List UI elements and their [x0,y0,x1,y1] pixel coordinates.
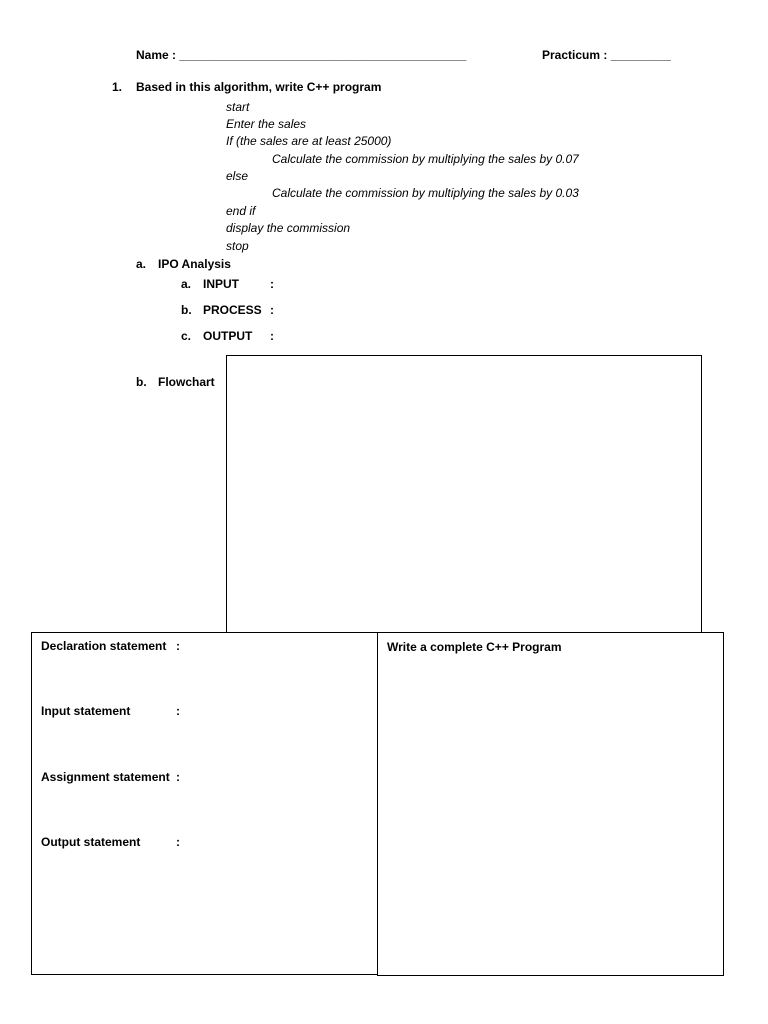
ipo-colon: : [270,277,274,291]
ipo-output-label: OUTPUT [203,329,253,343]
ipo-marker: a. [136,257,147,271]
ipo-item-marker: a. [181,277,192,291]
ipo-item-marker: c. [181,329,192,343]
ipo-item-marker: b. [181,303,192,317]
ipo-title: IPO Analysis [158,257,231,271]
flowchart-marker: b. [136,375,147,389]
declaration-statement-label: Declaration statement [41,639,167,653]
ipo-process-label: PROCESS [203,303,262,317]
question-number: 1. [112,80,123,94]
statement-colon: : [176,704,180,718]
algorithm-line: else [226,169,249,183]
output-statement-label: Output statement [41,835,141,849]
assignment-statement-label: Assignment statement [41,770,170,784]
statements-box[interactable] [31,632,378,975]
question-text: Based in this algorithm, write C++ program [136,80,382,94]
ipo-colon: : [270,329,274,343]
statement-colon: : [176,770,180,784]
algorithm-line: end if [226,204,256,218]
algorithm-line: If (the sales are at least 25000) [226,134,392,148]
algorithm-line: display the commission [226,221,351,235]
algorithm-line: Calculate the commission by multiplying the sales by 0.07 [272,152,579,166]
algorithm-line: Enter the sales [226,117,307,131]
name-field-label: Name : ___________________________________________ [136,48,467,62]
statement-colon: : [176,835,180,849]
algorithm-line: stop [226,239,249,253]
flowchart-label: Flowchart [158,375,215,389]
flowchart-answer-box[interactable] [226,355,702,633]
algorithm-line: start [226,100,250,114]
algorithm-line: Calculate the commission by multiplying the sales by 0.03 [272,186,579,200]
program-answer-box[interactable] [377,632,724,976]
ipo-colon: : [270,303,274,317]
program-box-title: Write a complete C++ Program [387,640,562,654]
statement-colon: : [176,639,180,653]
practicum-field-label: Practicum : _________ [542,48,671,62]
input-statement-label: Input statement [41,704,131,718]
ipo-input-label: INPUT [203,277,239,291]
